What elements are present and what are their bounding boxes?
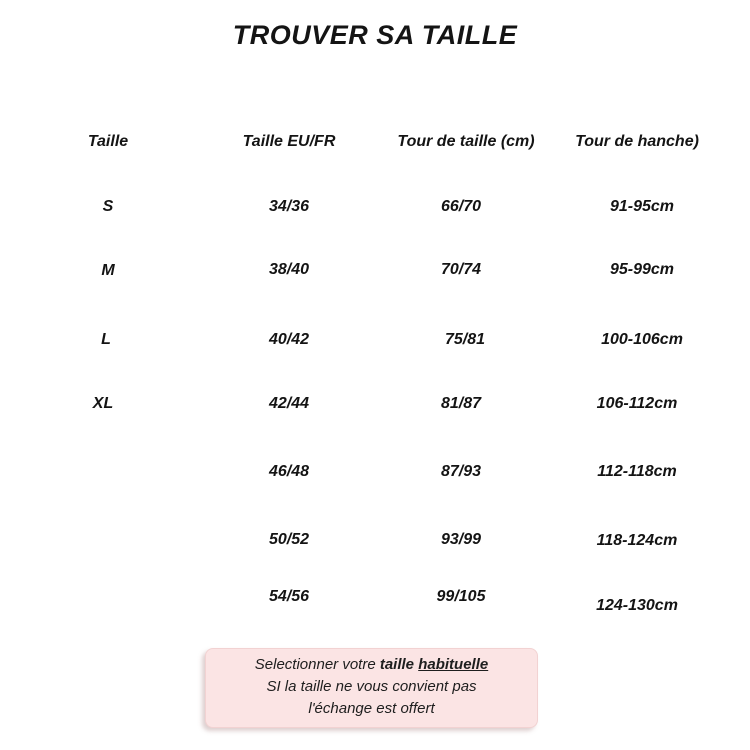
- table-cell-waist: 70/74: [440, 261, 482, 278]
- column-header-waist: Tour de taille (cm): [397, 133, 535, 150]
- table-cell-hip: 124-130cm: [596, 597, 678, 614]
- note-line-3: l'échange est offert: [308, 700, 435, 717]
- column-header-hip: Tour de hanche): [575, 133, 699, 150]
- table-cell-waist: 66/70: [440, 198, 482, 215]
- page-title: TROUVER SA TAILLE: [232, 20, 518, 50]
- table-cell-size: L: [101, 331, 111, 348]
- table-cell-waist: 87/93: [440, 463, 482, 480]
- note-line-1: [206, 654, 537, 676]
- column-header-size: Taille: [87, 133, 129, 150]
- note-line-1-prefix: Selectionner votre: [254, 656, 380, 673]
- table-cell-hip: 112-118cm: [597, 463, 677, 480]
- table-cell-waist: 99/105: [436, 588, 486, 605]
- table-cell-waist: 75/81: [444, 331, 486, 348]
- table-cell-eu-fr: 46/48: [268, 463, 310, 480]
- table-cell-size: M: [101, 262, 115, 279]
- exchange-note: [205, 648, 538, 728]
- table-cell-hip: 106-112cm: [596, 395, 678, 412]
- table-cell-size: XL: [92, 395, 114, 412]
- table-cell-size: S: [102, 198, 114, 215]
- table-cell-eu-fr: 40/42: [268, 331, 310, 348]
- table-cell-waist: 81/87: [440, 395, 482, 412]
- table-cell-hip: 100-106cm: [601, 331, 683, 348]
- table-cell-eu-fr: 50/52: [268, 531, 310, 548]
- table-cell-waist: 93/99: [440, 531, 482, 548]
- table-cell-eu-fr: 34/36: [268, 198, 310, 215]
- table-cell-eu-fr: 54/56: [268, 588, 310, 605]
- table-cell-hip: 91-95cm: [609, 198, 675, 215]
- table-cell-eu-fr: 38/40: [268, 261, 310, 278]
- note-line-1-bold: taille: [379, 656, 415, 673]
- table-cell-hip: 95-99cm: [609, 261, 675, 278]
- table-cell-eu-fr: 42/44: [268, 395, 310, 412]
- note-line-1-underlined: habituelle: [418, 656, 489, 673]
- table-cell-hip: 118-124cm: [596, 532, 678, 549]
- column-header-eu-fr: Taille EU/FR: [242, 133, 336, 150]
- note-line-2: SI la taille ne vous convient pas: [266, 678, 477, 695]
